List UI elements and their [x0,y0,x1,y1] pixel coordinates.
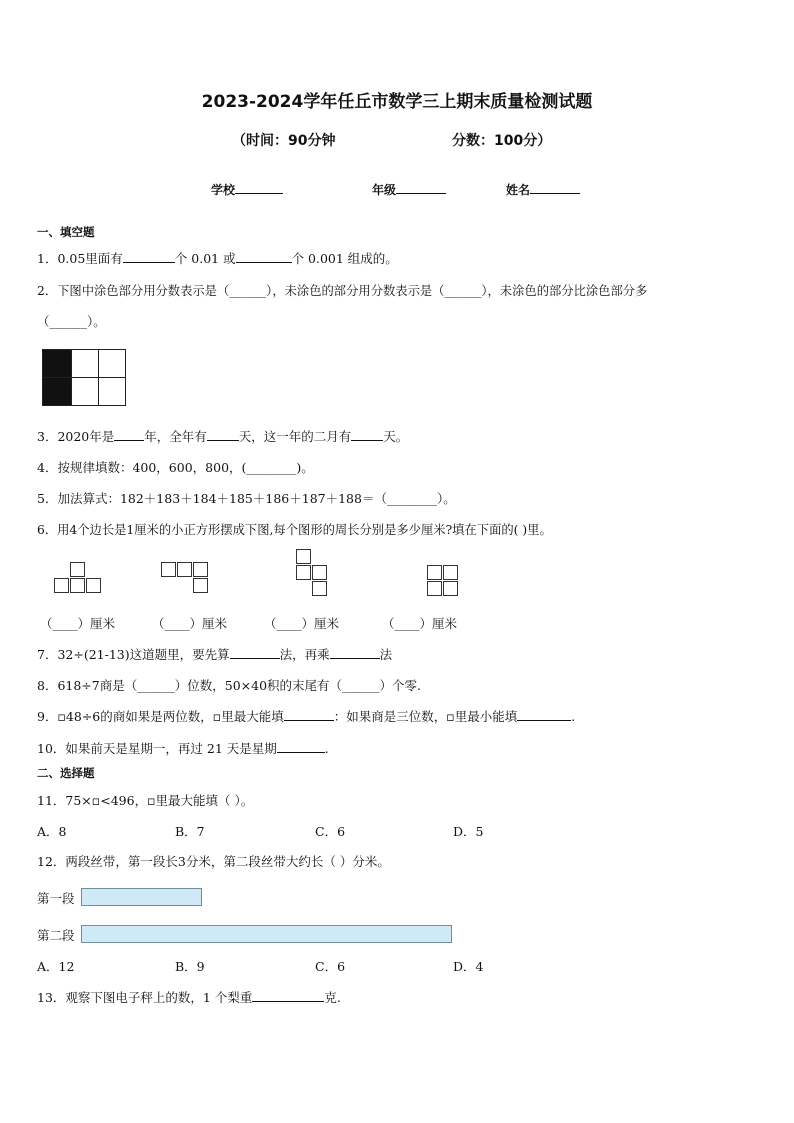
square [193,562,208,577]
question-2-line-2: （______）。 [37,314,106,329]
grade-blank [396,181,446,194]
grade-label: 年级 [372,183,397,197]
q7-blank-1 [230,646,280,659]
school-field [211,181,283,198]
square [312,581,327,596]
q1-text-a: 1．0.05里面有 [37,251,123,266]
q9-text-a: 9．▫48÷6的商如果是两位数，▫里最大能填 [37,709,284,724]
question-3 [37,427,408,445]
q3-text-a: 3．2020年是 [37,429,115,444]
name-label: 姓名 [506,183,531,197]
q9-blank-2 [517,708,571,721]
q12-option-a: A．12 [37,959,75,974]
q3-blank-3 [351,428,383,441]
q11-option-b: B．7 [175,824,205,839]
ribbon-2-label: 第二段 [37,928,75,943]
q3-text-b: 年，全年有 [144,429,207,444]
square [54,578,69,593]
square [443,581,458,596]
q9-text-b: ：如果商是三位数，▫里最小能填 [333,709,518,724]
score-label: 分数：100分） [452,133,552,149]
question-9 [37,707,575,725]
square [312,565,327,580]
q10-text-a: 10．如果前天是星期一，再过 21 天是星期 [37,741,277,756]
q6-answer-2: （____）厘米 [152,616,228,631]
q6-answer-4: （____）厘米 [382,616,458,631]
question-10 [37,739,329,757]
square [70,578,85,593]
square [443,565,458,580]
question-8: 8．618÷7商是（______）位数，50×40积的末尾有（______）个零. [37,678,421,693]
square [427,581,442,596]
q7-blank-2 [330,646,380,659]
name-blank [530,181,580,194]
q12-option-b: B．9 [175,959,205,974]
q13-blank [252,989,324,1002]
q6-answer-3: （____）厘米 [264,616,340,631]
grade-field [372,181,446,198]
q13-text-a: 13．观察下图电子秤上的数，1 个梨重 [37,990,253,1005]
school-blank [235,181,283,194]
grid-line [43,377,125,378]
question-12: 12．两段丝带，第一段长3分米，第二段丝带大约长（ ）分米。 [37,854,390,869]
q6-answer-1: （____）厘米 [40,616,116,631]
q3-blank-2 [207,428,239,441]
question-11: 11．75×▫<496，▫里最大能填（ ）。 [37,793,254,808]
q10-blank [277,740,325,753]
q9-blank-1 [284,708,334,721]
fraction-grid-figure [42,349,126,406]
q11-option-c: C．6 [315,824,346,839]
section-multiple-choice: 二、选择题 [37,766,95,780]
ribbon-1-bar [81,888,202,906]
school-label: 学校 [211,183,236,197]
square [70,562,85,577]
square [161,562,176,577]
q3-text-c: 天，这一年的二月有 [238,429,352,444]
q9-text-c: . [571,709,576,724]
square [296,565,311,580]
section-fill-blank: 一、填空题 [37,225,95,239]
square [86,578,101,593]
q1-blank-1 [123,250,175,263]
q7-text-c: 法 [379,647,393,662]
shaded-cell [43,378,71,405]
question-1 [37,249,398,267]
square [177,562,192,577]
q7-text-b: 法，再乘 [279,647,330,662]
page-title: 2023-2024学年任丘市数学三上期末质量检测试题 [201,92,593,112]
q3-text-d: 天。 [383,429,409,444]
q10-text-b: . [324,741,329,756]
q13-text-b: 克. [324,990,341,1005]
q11-option-a: A．8 [37,824,67,839]
question-6: 6．用4个边长是1厘米的小正方形摆成下图,每个图形的周长分别是多少厘米?填在下面的( )里。 [37,523,552,537]
question-4: 4．按规律填数：400，600，800，(________)。 [37,460,314,475]
q1-blank-2 [236,250,292,263]
ribbon-1-label: 第一段 [37,891,75,906]
square [296,549,311,564]
name-field [506,181,580,198]
q12-option-c: C．6 [315,959,346,974]
q1-text-b: 个 0.01 或 [174,251,236,266]
question-13 [37,988,341,1006]
q3-blank-1 [114,428,144,441]
q12-option-d: D．4 [453,959,484,974]
question-2-line-1: 2．下图中涂色部分用分数表示是（______），未涂色的部分用分数表示是（______），未涂色的部分比涂色部分多 [37,284,648,298]
shaded-cell [43,350,71,377]
q7-text-a: 7．32÷(21-13)这道题里，要先算 [37,647,230,662]
ribbon-2-bar [81,925,452,943]
q11-option-d: D．5 [453,824,484,839]
square [427,565,442,580]
square [193,578,208,593]
question-7 [37,645,392,663]
question-5: 5．加法算式：182＋183＋184＋185＋186＋187＋188＝（________）。 [37,491,456,506]
q1-text-c: 个 0.001 组成的。 [291,251,398,266]
time-label: （时间：90分钟 [232,133,336,149]
